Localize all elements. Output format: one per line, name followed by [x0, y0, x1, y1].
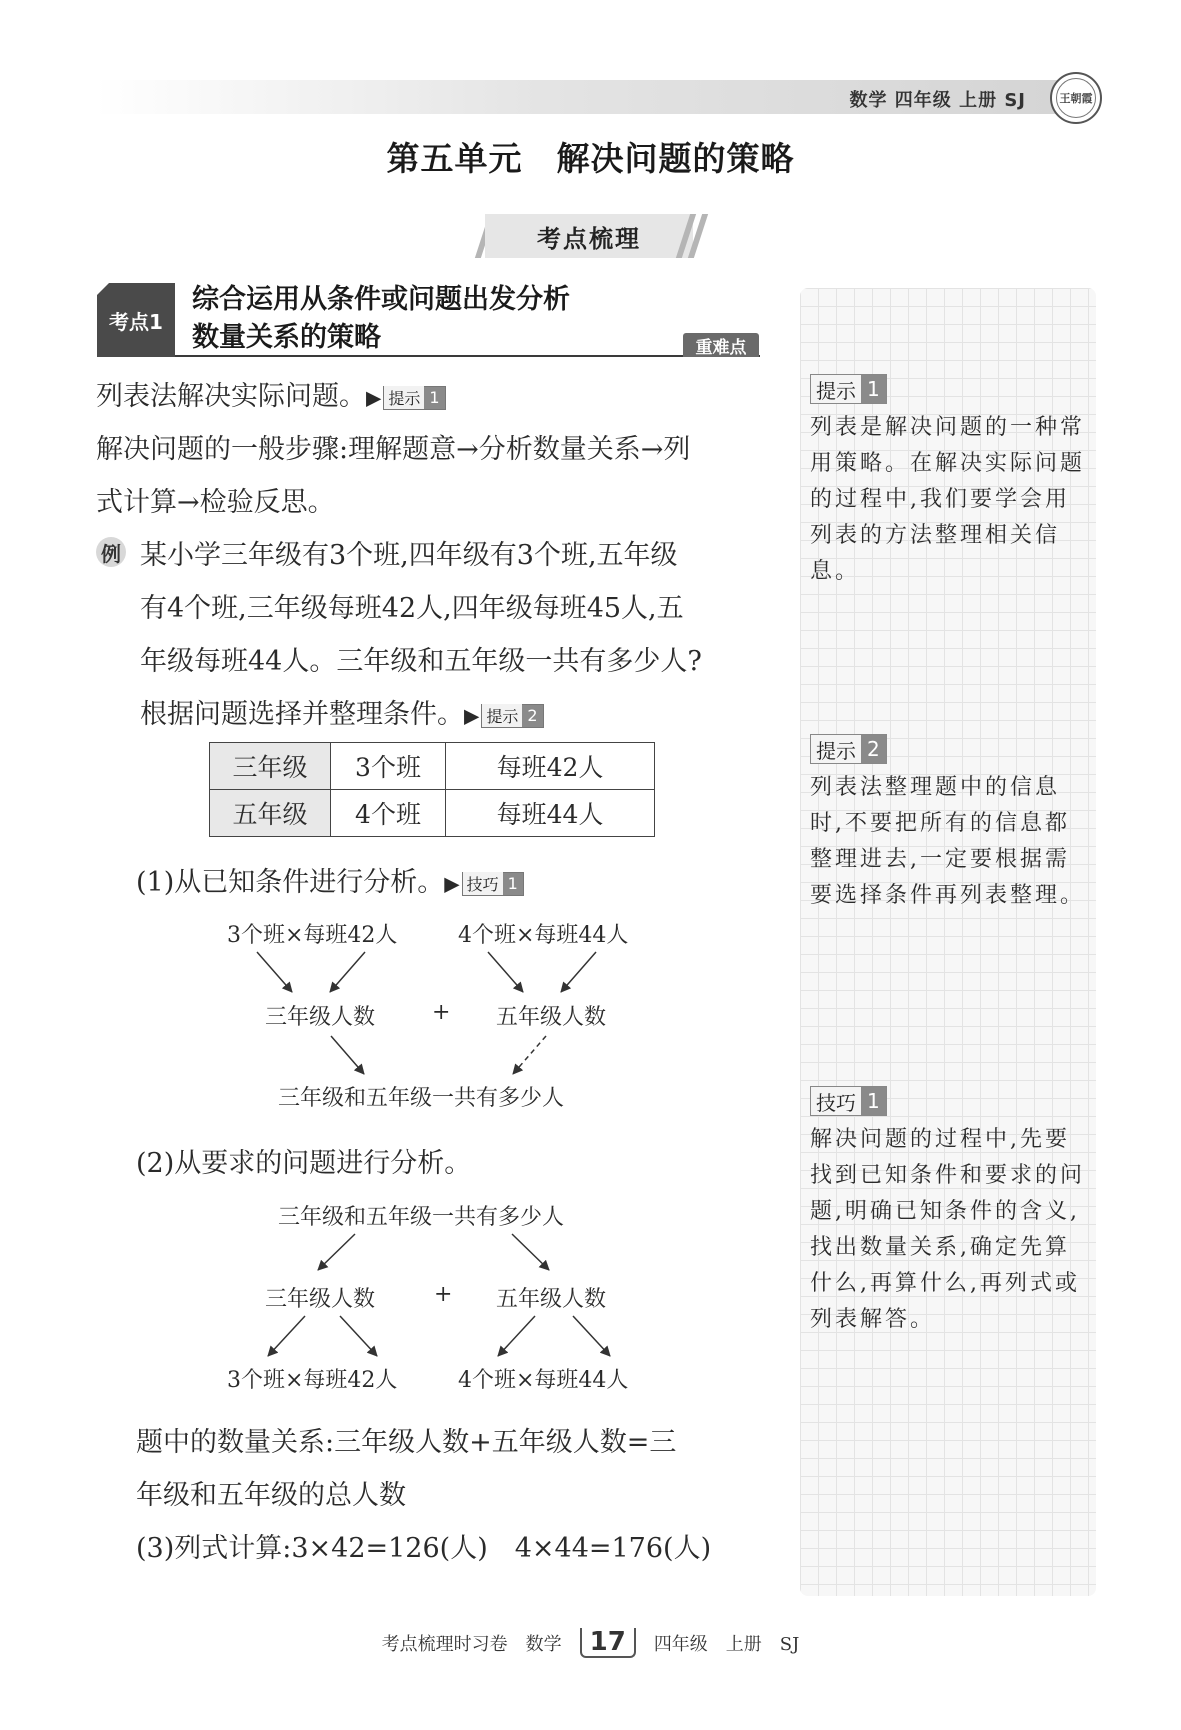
- hint-ref-num: 2: [522, 705, 542, 727]
- page-title: 第五单元 解决问题的策略: [386, 139, 795, 178]
- seal-text: 王朝霞: [1056, 78, 1096, 118]
- arrow-line: [498, 1316, 535, 1356]
- note-tag-label: 提示: [811, 375, 861, 403]
- pointer-icon: ▶: [444, 871, 460, 896]
- d2-mid-right: 五年级人数: [496, 1287, 607, 1312]
- key-point-tag: 重难点: [683, 333, 759, 357]
- step3-line: (3)列式计算:3×42=126(人) 4×44=176(人): [136, 1533, 712, 1564]
- note-tag-num: 2: [861, 735, 886, 763]
- d1-mid-left: 三年级人数: [265, 1005, 376, 1030]
- sidebar-note-1: [810, 374, 1090, 590]
- pointer-icon: ▶: [366, 385, 382, 410]
- hint-ref-label: 提示: [482, 704, 522, 727]
- sidebar-note-3: [810, 1086, 1090, 1338]
- arrow-line: [512, 1234, 549, 1270]
- steps-line1: 解决问题的一般步骤:理解题意→分析数量关系→列: [96, 434, 691, 465]
- arrow-line: [561, 952, 596, 992]
- table-cell: 五年级: [210, 790, 331, 837]
- sidebar-note-2: [810, 734, 1090, 914]
- table-cell: 三年级: [210, 743, 331, 790]
- page-number: 17: [580, 1628, 636, 1658]
- kaodian-title-line2: 数量关系的策略: [192, 322, 381, 353]
- note-tag: [810, 374, 887, 404]
- d2-mid-left: 三年级人数: [265, 1287, 376, 1312]
- note-tag-num: 1: [861, 375, 886, 403]
- section-title: 考点梳理: [485, 214, 693, 258]
- d2-top: 三年级和五年级一共有多少人: [278, 1205, 565, 1230]
- example-line3: 年级每班44人。三年级和五年级一共有多少人?: [140, 646, 702, 677]
- note-tag-label: 技巧: [811, 1087, 861, 1115]
- example-line1: 某小学三年级有3个班,四年级有3个班,五年级: [140, 540, 678, 571]
- arrow-line: [268, 1316, 305, 1356]
- note-tag-label: 提示: [811, 735, 861, 763]
- kaodian-title-line1: 综合运用从条件或问题出发分析: [192, 284, 570, 315]
- hint-ref-label: 提示: [384, 386, 424, 409]
- note-tag: [810, 734, 887, 764]
- d1-mid-right: 五年级人数: [496, 1005, 607, 1030]
- note-text: 列表法整理题中的信息时,不要把所有的信息都整理进去,一定要根据需要选择条件再列表整理。: [810, 775, 1086, 908]
- footer: [0, 1628, 1181, 1658]
- arrow-line: [573, 1316, 610, 1356]
- header-text: 数学 四年级 上册 SJ: [849, 90, 1026, 111]
- example-mark: 例: [96, 537, 126, 567]
- example-line2: 有4个班,三年级每班42人,四年级每班45人,五: [140, 593, 684, 624]
- d2-bottom-right: 4个班×每班44人: [458, 1368, 629, 1393]
- intro-text: 列表法解决实际问题。: [96, 381, 366, 412]
- arrow-line: [318, 1234, 355, 1270]
- d1-bottom: 三年级和五年级一共有多少人: [278, 1086, 565, 1111]
- relation-line1: 题中的数量关系:三年级人数+五年级人数=三: [136, 1427, 677, 1458]
- table-cell: 3个班: [331, 743, 446, 790]
- table-cell: 每班42人: [446, 743, 655, 790]
- note-tag-num: 1: [861, 1087, 886, 1115]
- pointer-icon: ▶: [464, 703, 480, 728]
- hint-ref-num: 1: [424, 387, 444, 409]
- arrow-line: [340, 1316, 377, 1356]
- arrow-line-dashed: [513, 1036, 546, 1074]
- d1-top-right: 4个班×每班44人: [458, 923, 629, 948]
- example-line4-text: 根据问题选择并整理条件。: [140, 699, 464, 730]
- footer-left: 考点梳理时习卷 数学: [381, 1634, 562, 1655]
- step1-text: (1)从已知条件进行分析。: [136, 867, 445, 898]
- note-tag: [810, 1086, 887, 1116]
- relation-line2: 年级和五年级的总人数: [136, 1480, 406, 1511]
- d2-plus: +: [434, 1282, 453, 1307]
- kaodian-badge: 考点1: [97, 283, 175, 357]
- note-text: 列表是解决问题的一种常用策略。在解决实际问题的过程中,我们要学会用列表的方法整理相关信息。: [810, 415, 1086, 584]
- arrow-line: [331, 1036, 364, 1074]
- d1-top-left: 3个班×每班42人: [227, 923, 398, 948]
- arrow-line: [330, 952, 365, 992]
- table-cell: 每班44人: [446, 790, 655, 837]
- skill-ref-num: 1: [503, 873, 523, 895]
- steps-line2: 式计算→检验反思。: [96, 487, 335, 518]
- d1-plus: +: [432, 1000, 451, 1025]
- d2-bottom-left: 3个班×每班42人: [227, 1368, 398, 1393]
- table-cell: 4个班: [331, 790, 446, 837]
- step2-line: (2)从要求的问题进行分析。: [136, 1148, 472, 1179]
- note-text: 解决问题的过程中,先要找到已知条件和要求的问题,明确已知条件的含义,找出数量关系,确定先算什么,再算什么,再列式或列表解答。: [810, 1127, 1086, 1332]
- skill-ref-label: 技巧: [463, 872, 503, 895]
- arrow-line: [488, 952, 523, 992]
- footer-right: 四年级 上册 SJ: [653, 1634, 800, 1655]
- arrow-line: [257, 952, 292, 992]
